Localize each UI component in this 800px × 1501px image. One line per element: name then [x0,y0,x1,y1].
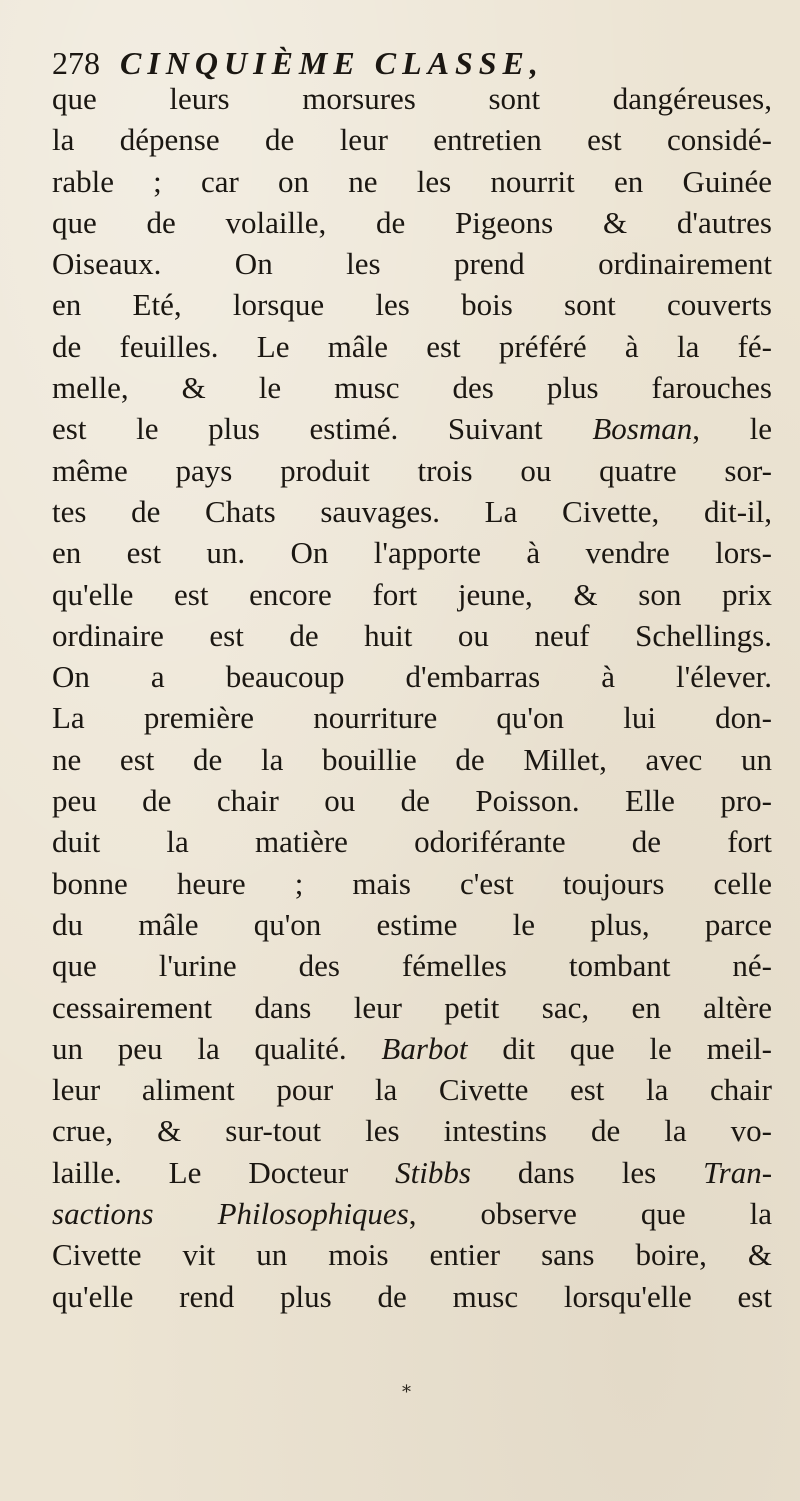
text-line: la dépense de leur entretien est considé- [52,122,772,158]
work-title-end: sactions Philosophiques [52,1196,409,1232]
work-title-start: Tran- [703,1154,772,1190]
text-line: leur aliment pour la Civette est la chair [52,1072,772,1108]
page-number: 278 [52,45,100,81]
text-line-with-citation [52,1152,772,1193]
text-segment: est le plus estimé. Suivant [52,411,543,447]
text-line: crue, & sur-tout les intestins de la vo- [52,1113,772,1149]
text-line: que de volaille, de Pigeons & d'autres [52,204,772,240]
text-line: rable ; car on ne les nourrit en Guinée [52,163,772,199]
text-line-with-citation [52,1193,772,1234]
text-line: ordinaire est de huit ou neuf Schellings. [52,617,772,653]
text-segment: dit que le meil- [502,1030,772,1066]
text-line: que leurs morsures sont dangéreuses, [52,81,772,116]
text-line: qu'elle est encore fort jeune, & son prix [52,576,772,612]
text-line: duit la matière odoriférante de fort [52,824,772,860]
text-line: que l'urine des fémelles tombant né- [52,948,772,984]
author-name-barbot: Barbot [381,1030,468,1066]
text-line: La première nourriture qu'on lui don- [52,700,772,736]
running-title: CINQUIÈME CLASSE, [120,45,544,81]
text-line: du mâle qu'on estime le plus, parce [52,906,772,942]
text-line-with-citation [52,1028,772,1069]
text-segment: laille. Le Docteur [52,1154,349,1190]
text-segment: dans les [517,1154,657,1190]
text-segment: un peu la qualité. [52,1030,347,1066]
text-line: de feuilles. Le mâle est préféré à la fé- [52,328,772,364]
text-segment: , observe que la [408,1196,772,1232]
signature-mark: ⁎ [402,1376,411,1397]
text-line: cessairement dans leur petit sac, en altère [52,989,772,1025]
text-line: Civette vit un mois entier sans boire, & [52,1237,772,1273]
text-segment: , le [692,411,772,447]
text-line: bonne heure ; mais c'est toujours celle [52,865,772,901]
author-name-bosman: Bosman [592,411,693,447]
text-line: peu de chair ou de Poisson. Elle pro- [52,783,772,819]
text-line: en est un. On l'apporte à vendre lors- [52,535,772,571]
text-line-with-citation [52,408,772,449]
text-line: même pays produit trois ou quatre sor- [52,452,772,488]
text-line: melle, & le musc des plus farouches [52,370,772,406]
text-line: Oiseaux. On les prend ordinairement [52,246,772,282]
text-line: en Eté, lorsque les bois sont couverts [52,287,772,323]
text-line: On a beaucoup d'embarras à l'élever. [52,659,772,695]
body-text [52,78,772,1317]
text-line: qu'elle rend plus de musc lorsqu'elle est [52,1278,772,1314]
author-name-stibbs: Stibbs [395,1154,471,1190]
text-line: ne est de la bouillie de Millet, avec un [52,741,772,777]
text-line: tes de Chats sauvages. La Civette, dit-il, [52,493,772,529]
